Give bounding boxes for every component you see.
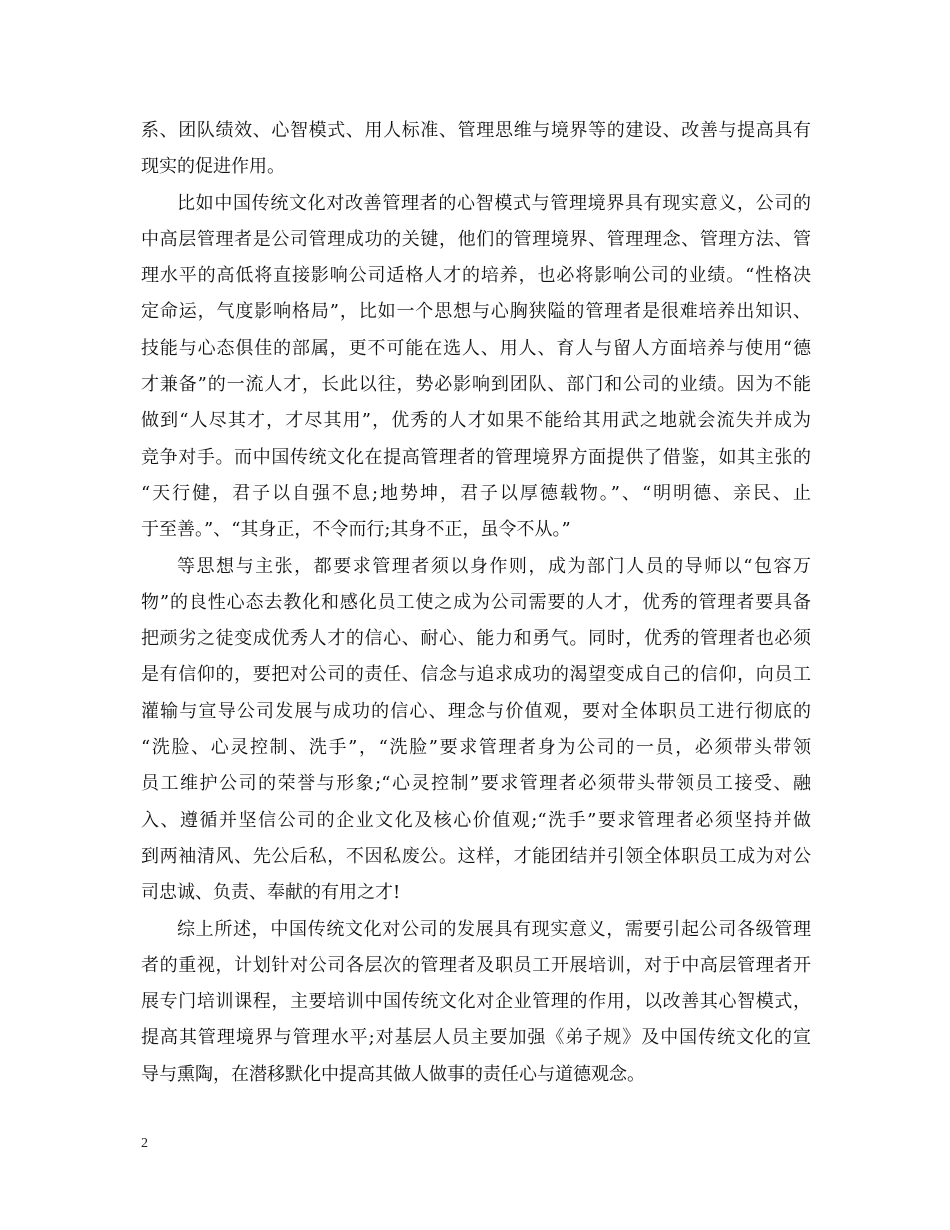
text-line: 把顽劣之徒变成优秀人才的信心、耐心、能力和勇气。同时，优秀的管理者也必须 (141, 628, 811, 650)
text-line: 做到“人尽其才，才尽其用”，优秀的人才如果不能给其用武之地就会流失并成为 (141, 410, 811, 432)
paragraph (141, 912, 811, 1093)
paragraph (141, 113, 811, 186)
text-line: 是有信仰的，要把对公司的责任、信念与追求成功的渴望变成自己的信仰，向员工 (141, 664, 811, 686)
text-line: 等思想与主张，都要求管理者须以身作则，成为部门人员的导师以“包容万 (177, 555, 811, 577)
paragraph (141, 186, 811, 549)
text-line: “洗脸、心灵控制、洗手”，“洗脸”要求管理者身为公司的一员，必须带头带领 (141, 737, 811, 759)
text-line: 竞争对手。而中国传统文化在提高管理者的管理境界方面提供了借鉴，如其主张的 (141, 446, 811, 468)
text-line: 中高层管理者是公司管理成功的关键，他们的管理境界、管理理念、管理方法、管 (141, 228, 811, 250)
text-line: 现实的促进作用。 (141, 156, 285, 178)
text-line: 导与熏陶，在潜移默化中提高其做人做事的责任心与道德观念。 (141, 1063, 645, 1085)
body-text (141, 113, 811, 1093)
text-line: 综上所述，中国传统文化对公司的发展具有现实意义，需要引起公司各级管理 (177, 918, 811, 940)
text-line: 物”的良性心态去教化和感化员工使之成为公司需要的人才，优秀的管理者要具备 (141, 591, 811, 613)
text-line: 灌输与宣导公司发展与成功的信心、理念与价值观，要对全体职员工进行彻底的 (141, 700, 811, 722)
text-line: 员工维护公司的荣誉与形象;“心灵控制”要求管理者必须带头带领员工接受、融 (141, 773, 811, 795)
text-line: 者的重视，计划针对公司各层次的管理者及职员工开展培训，对于中高层管理者开 (141, 954, 811, 976)
text-line: 司忠诚、负责、奉献的有用之才! (141, 882, 401, 904)
text-line: 技能与心态俱佳的部属，更不可能在选人、用人、育人与留人方面培养与使用“德 (141, 337, 811, 359)
text-line: 才兼备”的一流人才，长此以往，势必影响到团队、部门和公司的业绩。因为不能 (141, 374, 811, 396)
text-line: 定命运，气度影响格局”，比如一个思想与心胸狭隘的管理者是很难培养出知识、 (141, 301, 811, 323)
text-line: 提高其管理境界与管理水平;对基层人员主要加强《弟子规》及中国传统文化的宣 (141, 1027, 811, 1049)
text-line: 到两袖清风、先公后私，不因私废公。这样，才能团结并引领全体职员工成为对公 (141, 845, 811, 867)
text-line: 于至善。”、“其身正，不令而行;其身不正，虽令不从。” (141, 519, 571, 541)
text-line: 展专门培训课程，主要培训中国传统文化对企业管理的作用，以改善其心智模式， (141, 991, 811, 1013)
text-line: 入、遵循并坚信公司的企业文化及核心价值观;“洗手”要求管理者必须坚持并做 (141, 809, 811, 831)
paragraph (141, 549, 811, 912)
text-line: “天行健，君子以自强不息;地势坤，君子以厚德载物。”、“明明德、亲民、止 (141, 482, 811, 504)
text-line: 理水平的高低将直接影响公司适格人才的培养，也必将影响公司的业绩。“性格决 (141, 265, 811, 287)
page-number: 2 (141, 1136, 148, 1151)
text-line: 系、团队绩效、心智模式、用人标准、管理思维与境界等的建设、改善与提高具有 (141, 120, 811, 141)
text-line: 比如中国传统文化对改善管理者的心智模式与管理境界具有现实意义，公司的 (177, 192, 811, 214)
